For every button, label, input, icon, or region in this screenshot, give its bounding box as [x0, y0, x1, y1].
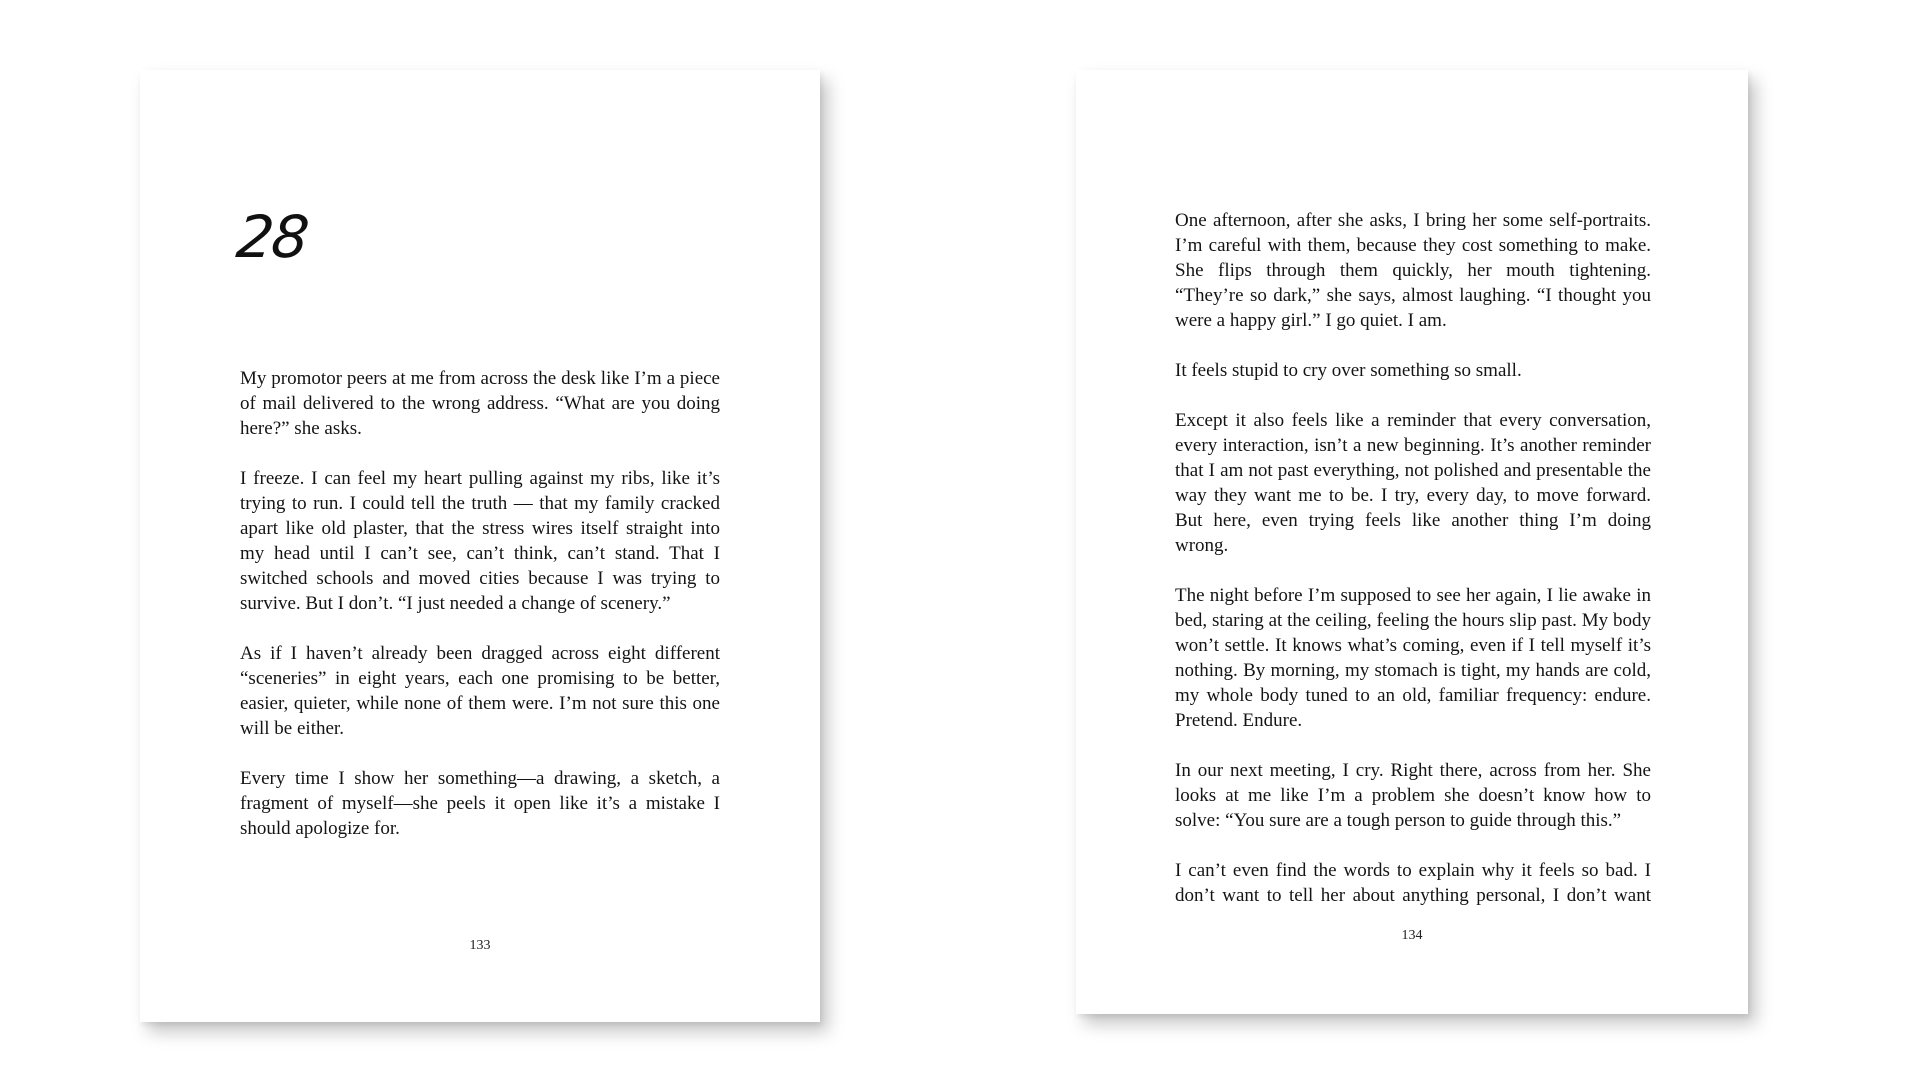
paragraph: I can’t even find the words to explain why it feels so bad. I don’t want to tell her about anything personal, I don’t want [1175, 860, 1651, 906]
paragraph: In our next meeting, I cry. Right there, across from her. She looks at me like I’m a problem she doesn’t know how to solve: “You sure are a tough person to guide through this.” [1175, 760, 1651, 831]
right-page-body [1175, 208, 1651, 933]
page-number: 133 [469, 938, 491, 953]
left-page [140, 70, 820, 1022]
paragraph: It feels stupid to cry over something so small. [1175, 360, 1522, 381]
paragraph: My promotor peers at me from across the desk like I’m a piece of mail delivered to the wrong address. “What are you doing here?” she asks. [240, 368, 720, 439]
right-page [1076, 70, 1748, 1014]
paragraph: One afternoon, after she asks, I bring her some self-portraits. I’m careful with them, because they cost something to make. She flips through them quickly, her mouth tightening. “They’re so dark,” she says, almost laughing. “I thought you were a happy girl.” I go quiet. I am. [1175, 210, 1651, 331]
left-page-body [240, 366, 720, 866]
paragraph: Every time I show her something—a drawing, a sketch, a fragment of myself—she peels it open like it’s a mistake I should apologize for. [240, 768, 720, 839]
paragraph: I freeze. I can feel my heart pulling against my ribs, like it’s trying to run. I could tell the truth — that my family cracked apart like old plaster, that the stress wires itself straight into my head until I can’t see, can’t think, can’t stand. That I switched schools and moved cities because I was trying to survive. But I don’t. “I just needed a change of scenery.” [240, 468, 720, 614]
paragraph: Except it also feels like a reminder that every conversation, every interaction, isn’t a new beginning. It’s another reminder that I am not past everything, not polished and presentable the way they want me to be. I try, every day, to move forward. But here, even trying feels like another thing I’m doing wrong. [1175, 410, 1651, 556]
page-number: 134 [1401, 928, 1423, 943]
paragraph: The night before I’m supposed to see her again, I lie awake in bed, staring at the ceiling, feeling the hours slip past. My body won’t settle. It knows what’s coming, even if I tell myself it’s nothing. By morning, my stomach is tight, my hands are cold, my whole body tuned to an old, familiar frequency: endure. Pretend. Endure. [1175, 585, 1651, 731]
chapter-number: 28 [233, 203, 311, 271]
paragraph: As if I haven’t already been dragged across eight different “sceneries” in eight years, each one promising to be better, easier, quieter, while none of them were. I’m not sure this one will be either. [240, 643, 720, 739]
